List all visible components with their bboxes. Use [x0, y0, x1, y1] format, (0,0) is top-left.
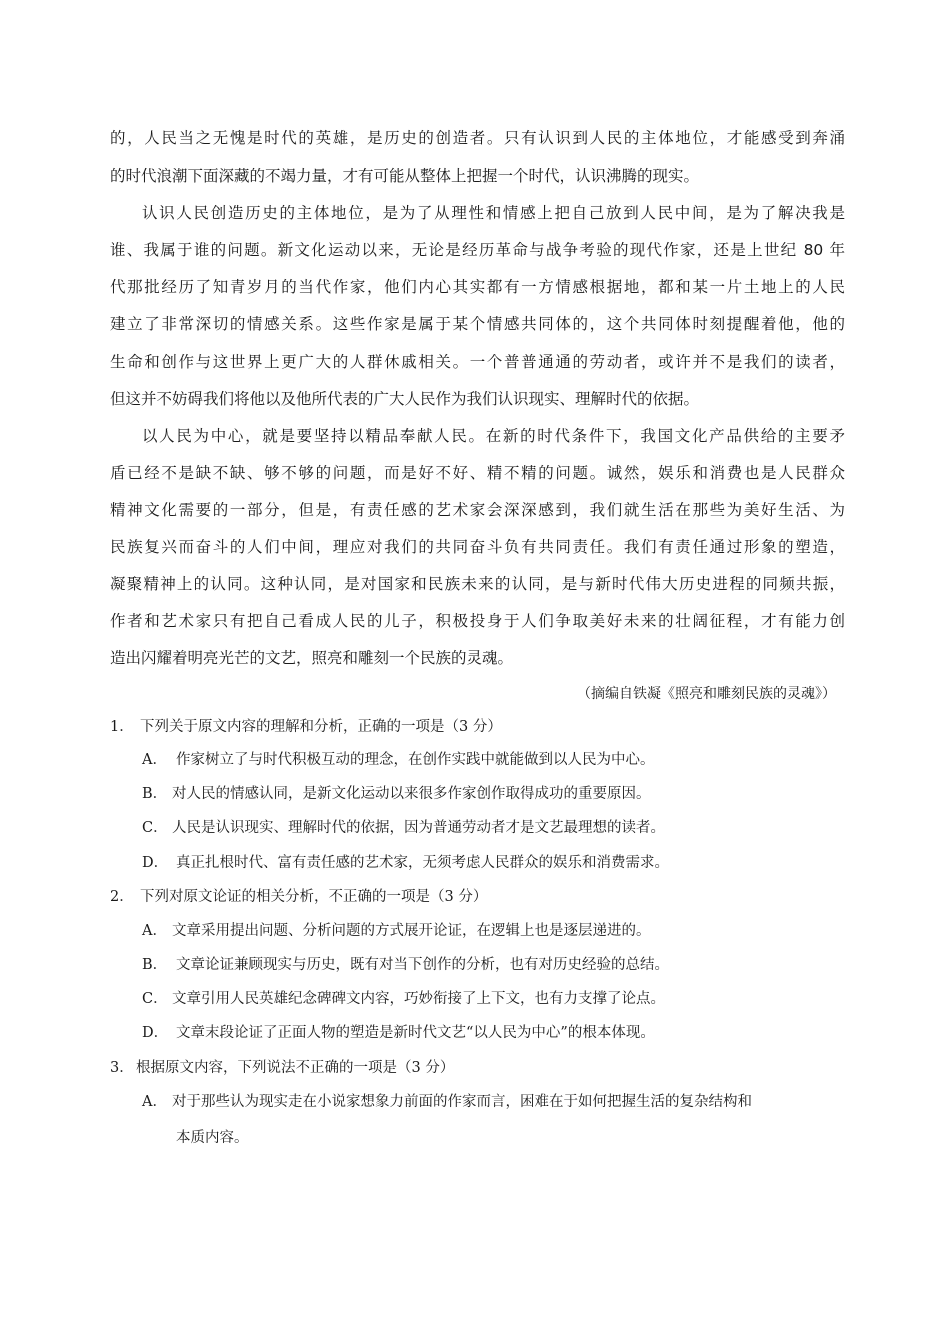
question-stem [110, 714, 502, 740]
passage-line: 民族复兴而奋斗的人们中间，理应对我们的共同奋斗负有共同责任。我们有责任通过形象的塑造， [110, 538, 845, 556]
passage-line: 精神文化需要的一部分，但是，有责任感的艺术家会深深感到，我们就生活在那些为美好生活、为 [110, 501, 845, 519]
option-text: 对人民的情感认同，是新文化运动以来很多作家创作取得成功的重要原因。 [172, 786, 651, 802]
passage-line: 认识人民创造历史的主体地位，是为了从理性和情感上把自己放到人民中间，是为了解决我是 [142, 204, 845, 222]
option-b[interactable] [142, 952, 669, 978]
passage-line: 生命和创作与这世界上更广大的人群休戚相关。一个普普通通的劳动者，或许并不是我们的读者， [110, 353, 845, 371]
passage-line: 建立了非常深切的情感关系。这些作家是属于某个情感共同体的，这个共同体时刻提醒着他，他的 [110, 315, 845, 333]
option-text: 文章采用提出问题、分析问题的方式展开论证，在逻辑上也是逐层递进的。 [172, 923, 651, 939]
question-number: 3． [110, 1060, 134, 1076]
option-d[interactable] [142, 1020, 655, 1046]
option-b[interactable] [142, 781, 651, 807]
option-a-continuation: 本质内容。 [176, 1130, 249, 1146]
question-number: 2． [110, 889, 134, 905]
passage-line: 盾已经不是缺不缺、够不够的问题，而是好不好、精不精的问题。诚然，娱乐和消费也是人民群众 [110, 464, 845, 482]
option-text: 人民是认识现实、理解时代的依据，因为普通劳动者才是文艺最理想的读者。 [172, 820, 665, 836]
passage-line: 造出闪耀着明亮光芒的文艺，照亮和雕刻一个民族的灵魂。 [110, 649, 514, 667]
option-key: B． [142, 786, 168, 802]
question-text: 下列对原文论证的相关分析，不正确的一项是（3 分） [140, 889, 488, 905]
option-text: 文章末段论证了正面人物的塑造是新时代文艺“以人民为中心”的根本体现。 [176, 1025, 655, 1041]
option-c[interactable] [142, 815, 665, 841]
passage-line: 以人民为中心，就是要坚持以精品奉献人民。在新的时代条件下，我国文化产品供给的主要矛 [142, 427, 845, 445]
passage-line: 的时代浪潮下面深藏的不竭力量，才有可能从整体上把握一个时代，认识沸腾的现实。 [110, 167, 700, 185]
passage-line: 代那批经历了知青岁月的当代作家，他们内心其实都有一方情感根据地，都和某一片土地上的人民 [110, 278, 845, 296]
passage-line: 的，人民当之无愧是时代的英雄，是历史的创造者。只有认识到人民的主体地位，才能感受到奔涌 [110, 129, 845, 147]
option-d[interactable] [142, 850, 669, 876]
passage-line: 谁、我属于谁的问题。新文化运动以来，无论是经历革命与战争考验的现代作家，还是上世纪 80 年 [110, 241, 845, 259]
question-stem [110, 1055, 454, 1081]
option-key: D． [142, 1025, 169, 1041]
option-text: 对于那些认为现实走在小说家想象力前面的作家而言，困难在于如何把握生活的复杂结构和 [172, 1094, 752, 1110]
passage-line: 但这并不妨碍我们将他以及他所代表的广大人民作为我们认识现实、理解时代的依据。 [110, 390, 700, 408]
passage-line: 凝聚精神上的认同。这种认同，是对国家和民族未来的认同，是与新时代伟大历史进程的同频共振， [110, 575, 845, 593]
question-text: 下列关于原文内容的理解和分析，正确的一项是（3 分） [140, 719, 502, 735]
passage-line: 作者和艺术家只有把自己看成人民的儿子，积极投身于人们争取美好未来的壮阔征程，才有能力创 [110, 612, 845, 630]
question-stem [110, 884, 487, 910]
option-a[interactable] [142, 918, 651, 944]
passage-source: （摘编自铁凝《照亮和雕刻民族的灵魂》） [577, 686, 836, 702]
option-key: A． [142, 923, 167, 939]
option-c[interactable] [142, 986, 665, 1012]
option-key: D． [142, 855, 169, 871]
option-key: A． [142, 752, 167, 768]
option-a[interactable] [142, 1089, 752, 1115]
question-text: 根据原文内容，下列说法不正确的一项是（3 分） [136, 1060, 455, 1076]
option-key: A． [142, 1094, 167, 1110]
option-key: C． [142, 820, 168, 836]
question-number: 1． [110, 719, 134, 735]
option-key: B． [142, 957, 168, 973]
option-text: 文章论证兼顾现实与历史，既有对当下创作的分析，也有对历史经验的总结。 [176, 957, 669, 973]
option-text: 文章引用人民英雄纪念碑碑文内容，巧妙衔接了上下文，也有力支撑了论点。 [172, 991, 665, 1007]
option-text: 真正扎根时代、富有责任感的艺术家，无须考虑人民群众的娱乐和消费需求。 [176, 855, 669, 871]
option-text: 作家树立了与时代积极互动的理念，在创作实践中就能做到以人民为中心。 [176, 752, 655, 768]
option-key: C． [142, 991, 168, 1007]
option-a[interactable] [142, 747, 655, 773]
